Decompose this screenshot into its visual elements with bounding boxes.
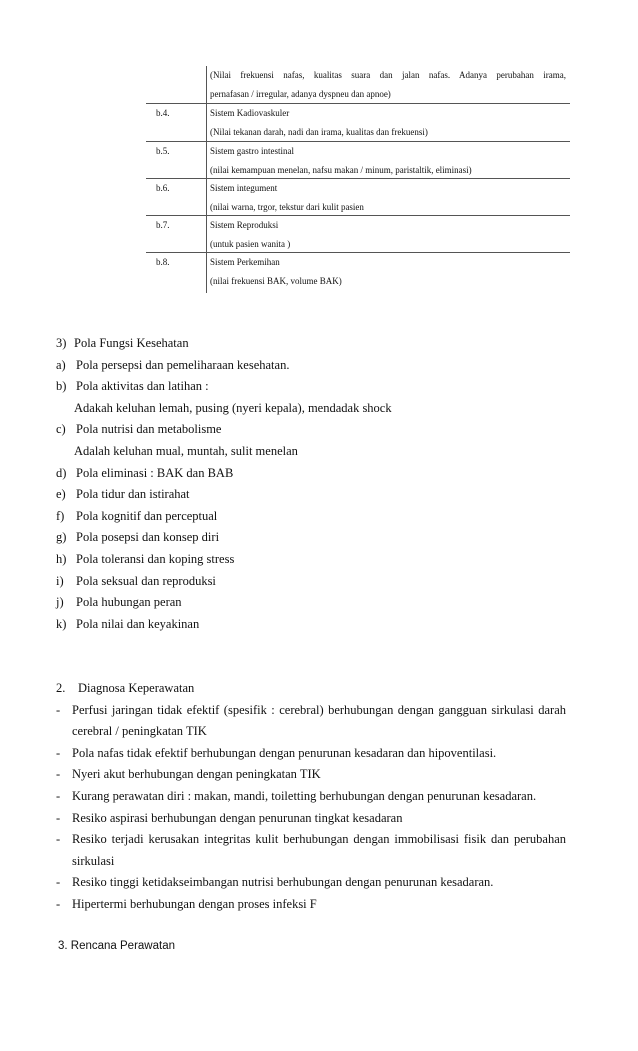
list-item [56,614,576,636]
list-marker: i) [56,573,64,588]
list-marker: b) [56,379,67,394]
list-item-text: Pola nilai dan keyakinan [76,616,200,631]
row-description [210,104,566,142]
table-row [146,104,570,142]
section-heading [56,333,576,355]
pola-fungsi-section [56,333,576,635]
list-item [56,571,576,593]
list-marker: - [56,875,61,890]
list-marker: d) [56,465,67,480]
row-line: Sistem gastro intestinal [210,146,294,156]
table-row [146,66,570,104]
diagnosa-section [56,678,566,916]
row-line: (Nilai frekuensi nafas, kualitas suara dan jalan nafas. Adanya perubahan irama, [210,70,566,80]
row-code: b.6. [156,183,170,193]
list-item-text: Resiko tinggi ketidakseimbangan nutrisi berhubungan dengan penurunan kesadaran. [72,875,494,890]
list-item [56,506,576,528]
row-line: Sistem Kadiovaskuler [210,108,290,118]
table-row [146,179,570,216]
list-item [56,700,566,722]
list-item [56,808,566,830]
row-description [210,216,566,254]
list-marker: - [56,745,61,760]
row-code: b.8. [156,257,170,267]
list-marker: a) [56,357,66,372]
list-marker: e) [56,487,66,502]
list-item-text: Pola hubungan peran [76,595,182,610]
section-heading [56,678,566,700]
list-item [56,872,566,894]
row-description [210,179,566,217]
list-marker: k) [56,616,67,631]
list-item-text: Pola nafas tidak efektif berhubungan dengan penurunan kesadaran dan hipoventilasi. [72,745,497,760]
list-item-continuation [56,851,566,873]
list-marker: - [56,832,61,847]
list-item-text: cerebral / peningkatan TIK [72,724,207,739]
row-line: pernafasan / irregular, adanya dyspneu dan apnoe) [210,89,391,99]
list-marker: g) [56,530,67,545]
list-item-text: Pola toleransi dan koping stress [76,551,235,566]
list-marker: f) [56,508,65,523]
list-item [56,786,566,808]
rencana-heading: 3. Rencana Perawatan [58,940,175,952]
list-item [56,549,576,571]
row-line: (untuk pasien wanita ) [210,239,291,249]
column-divider [206,142,207,179]
list-marker: c) [56,422,66,437]
list-item [56,743,566,765]
list-item-detail [56,441,576,463]
row-line: (nilai frekuensi BAK, volume BAK) [210,276,342,286]
list-item-text: Pola posepsi dan konsep diri [76,530,220,545]
row-description [210,142,566,180]
list-item-text: Nyeri akut berhubungan dengan peningkatan TIK [72,767,321,782]
list-marker: h) [56,551,67,566]
column-divider [206,216,207,253]
list-item-text: Pola eliminasi : BAK dan BAB [76,465,234,480]
list-marker: - [56,810,61,825]
row-line: (nilai warna, trgor, tekstur dari kulit pasien [210,202,364,212]
list-item [56,829,566,851]
list-item [56,764,566,786]
heading-text: Pola Fungsi Kesehatan [74,336,189,350]
row-line: (Nilai tekanan darah, nadi dan irama, kualitas dan frekuensi) [210,127,428,137]
row-description [210,253,566,291]
list-marker: j) [56,595,64,610]
list-marker: - [56,767,61,782]
list-item-text: Adakah keluhan lemah, pusing (nyeri kepala), mendadak shock [74,400,392,415]
list-item [56,527,576,549]
row-description [210,66,566,104]
row-code: b.7. [156,220,170,230]
column-divider [206,104,207,142]
list-item-text: sirkulasi [72,853,115,868]
row-line: (nilai kemampuan menelan, nafsu makan / minum, paristaltik, eliminasi) [210,165,472,175]
list-item [56,463,576,485]
list-item-text: Adalah keluhan mual, muntah, sulit menelan [74,443,298,458]
list-marker: 2. [56,681,66,695]
list-item-text: Hipertermi berhubungan dengan proses infeksi F [72,896,317,911]
list-item [56,376,576,398]
list-item-detail [56,398,576,420]
list-item-text: Pola kognitif dan perceptual [76,508,218,523]
list-item-text: Pola persepsi dan pemeliharaan kesehatan. [76,357,290,372]
list-item-text: Kurang perawatan diri : makan, mandi, toiletting berhubungan dengan penurunan kesadaran. [72,788,537,803]
row-line: Sistem Perkemihan [210,257,280,267]
list-item-text: Pola nutrisi dan metabolisme [76,422,222,437]
list-marker: - [56,788,61,803]
assessment-table [146,66,570,293]
column-divider [206,66,207,104]
list-item-text: Pola seksual dan reproduksi [76,573,216,588]
row-line: Sistem Reproduksi [210,220,279,230]
list-item-text: Resiko terjadi kerusakan integritas kulit berhubungan dengan immobilisasi fisik dan perubahan [72,832,566,847]
list-item [56,894,566,916]
list-marker: 3) [56,336,67,350]
list-item [56,419,576,441]
list-item-text: Pola aktivitas dan latihan : [76,379,209,394]
row-code: b.4. [156,108,170,118]
list-item-text: Perfusi jaringan tidak efektif (spesifik : cerebral) berhubungan dengan gangguan sirkulasi darah [72,702,566,717]
list-marker: - [56,896,61,911]
list-item [56,484,576,506]
row-code: b.5. [156,146,170,156]
list-item-text: Pola tidur dan istirahat [76,487,190,502]
list-item-continuation [56,721,566,743]
list-item [56,355,576,377]
column-divider [206,179,207,216]
row-line: Sistem integument [210,183,278,193]
list-marker: - [56,702,61,717]
column-divider [206,253,207,293]
list-item-text: Resiko aspirasi berhubungan dengan penurunan tingkat kesadaran [72,810,403,825]
table-row [146,142,570,179]
heading-text: Diagnosa Keperawatan [78,681,195,695]
table-row [146,216,570,253]
list-item [56,592,576,614]
table-row [146,253,570,293]
